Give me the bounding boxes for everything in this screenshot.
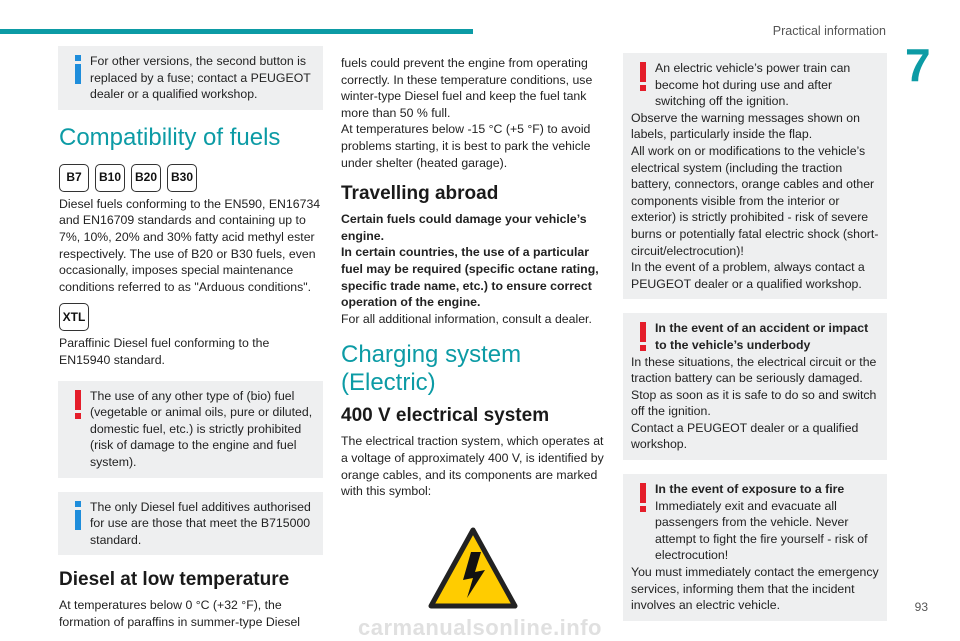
warning-icon [636,62,650,92]
info-box [58,492,323,556]
warning-box-text: In these situations, the electrical circuit or the traction battery can be seriously damaged. [631,354,877,386]
info-box-text: The only Diesel fuel additives authorised for use are those that meet the B715000 standard. [90,499,311,547]
info-box-text: For other versions, the second button is replaced by a fuse; contact a PEUGEOT dealer or a qualified workshop. [90,54,311,102]
warning-box-title: In the event of an accident or impact to the vehicle’s underbody [655,321,869,352]
fuel-badge-b7: B7 [59,164,89,192]
info-icon [71,501,85,531]
header-title: Practical information [772,24,886,38]
column-2 [341,55,605,610]
warning-box-text: In the event of a problem, always contact a PEUGEOT dealer or a qualified workshop. [631,260,865,291]
warning-box [623,474,887,621]
chapter-number: 7 [905,39,931,91]
bold-paragraph: In certain countries, the use of a particular fuel may be required (specific octane rating, specific trade name, etc.) to ensure correct operation of the engine. [341,245,599,310]
warning-icon [636,483,650,513]
fuel-badge-b10: B10 [95,164,125,192]
high-voltage-warning-icon [427,526,519,610]
watermark: carmanualsonline.info [358,615,602,640]
warning-box-text: You must immediately contact the emergency services, informing them that the incident involves an electric vehicle. [631,565,879,613]
warning-box-text: Stop as soon as it is safe to do so and switch off the ignition. [631,387,877,419]
column-3 [623,53,887,635]
fuel-badge-b20: B20 [131,164,161,192]
warning-box [623,313,887,460]
header-accent-bar [0,29,473,34]
paragraph: fuels could prevent the engine from operating correctly. In these temperature conditions, use winter-type Diesel fuel and keep the fuel tank more than 50 % full. [341,56,593,120]
info-box [58,46,323,110]
section-heading: Charging system (Electric) [341,341,522,397]
paragraph: Diesel fuels conforming to the EN590, EN16734 and EN16709 standards and containing up to 7%, 10%, 20% and 30% fatty acid methyl ester respectively. The use of B20 or B30 fuels, even occasionally, imposes special maintenance conditions referred to as "Arduous conditions". [59,196,321,294]
bold-paragraph: Certain fuels could damage your vehicle’s engine. [341,212,587,243]
section-heading: 400 V electrical system [341,405,550,427]
info-icon [71,55,85,85]
section-heading: Travelling abroad [341,183,499,205]
paragraph: At temperatures below -15 °C (+5 °F) to avoid problems starting, it is best to park the vehicle under shelter (heated garage). [341,122,591,170]
paragraph: At temperatures below 0 °C (+32 °F), the formation of paraffins in summer-type Diesel [59,598,301,629]
warning-icon [636,322,650,352]
fuel-badges [59,164,323,192]
column-1 [59,46,323,634]
warning-icon [71,390,85,420]
warning-box-text: Observe the warning messages shown on labels, particularly inside the flap. [631,110,860,142]
warning-box-text: All work on or modifications to the vehicle’s electrical system (including the traction battery, connectors, orange cables and other components visible from the interior or exterior) is strictly prohibited - risk of severe burns or potentially fatal electric shock (short-circuit/electrocution)! [631,143,879,258]
warning-box [623,53,887,299]
fuel-badge-b30: B30 [167,164,197,192]
warning-box [58,381,323,478]
section-heading: Diesel at low temperature [59,569,290,591]
fuel-badge-xtl: XTL [59,303,89,331]
warning-box-title: In the event of exposure to a fire [655,482,845,497]
warning-box-text: Immediately exit and evacuate all passengers from the vehicle. Never attempt to fight the fire yourself - risk of electrocution! [655,498,868,563]
fuel-badges-xtl [59,303,323,331]
paragraph: Paraffinic Diesel fuel conforming to the EN15940 standard. [59,336,270,367]
page-number: 93 [914,600,928,614]
paragraph: For all additional information, consult a dealer. [341,311,592,326]
paragraph: The electrical traction system, which operates at a voltage of approximately 400 V, is identified by orange cables, and its components are marked with this symbol: [341,434,604,499]
warning-box-text: Contact a PEUGEOT dealer or a qualified workshop. [631,420,859,452]
warning-box-text: The use of any other type of (bio) fuel (vegetable or animal oils, pure or diluted, domestic fuel, etc.) is strictly prohibited (risk of damage to the engine and fuel system). [90,388,313,469]
section-heading: Compatibility of fuels [59,123,281,151]
warning-box-text: An electric vehicle’s power train can become hot during use and after switching off the ignition. [655,61,851,109]
